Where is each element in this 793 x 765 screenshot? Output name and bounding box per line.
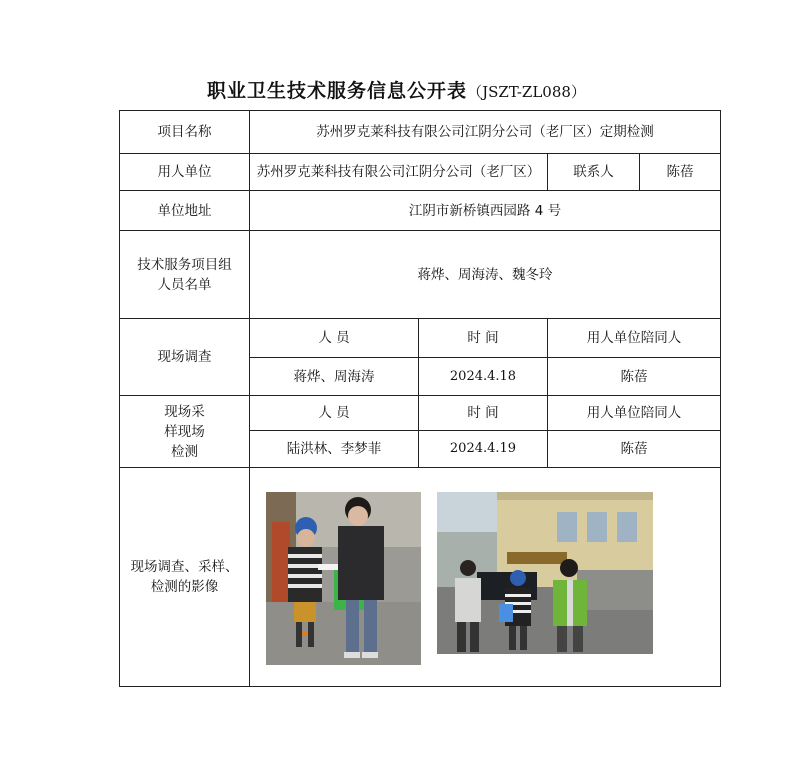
- survey-label: 现场调查: [120, 319, 250, 396]
- sampling-col-escort: 用人单位陪同人: [548, 396, 721, 431]
- survey-personnel: 蒋烨、周海涛: [250, 358, 419, 396]
- team-value: 蒋烨、周海涛、魏冬玲: [250, 231, 721, 319]
- row-team: [120, 231, 721, 319]
- employer-label: 用人单位: [120, 154, 250, 191]
- row-photos: [120, 468, 721, 687]
- form-code: （JSZT-ZL088）: [467, 83, 586, 101]
- survey-date: 2024.4.18: [419, 358, 548, 396]
- row-survey-header: [120, 319, 721, 358]
- address-label: 单位地址: [120, 191, 250, 231]
- contact-label: 联系人: [548, 154, 640, 191]
- sampling-date: 2024.4.19: [419, 431, 548, 468]
- survey-col-personnel: 人 员: [250, 319, 419, 358]
- sampling-col-time: 时 间: [419, 396, 548, 431]
- row-address: [120, 191, 721, 231]
- row-project-name: [120, 111, 721, 154]
- sampling-col-personnel: 人 员: [250, 396, 419, 431]
- sampling-escort: 陈蓓: [548, 431, 721, 468]
- project-name-value: 苏州罗克莱科技有限公司江阴分公司（老厂区）定期检测: [250, 111, 721, 154]
- row-employer: [120, 154, 721, 191]
- factory-entrance-photo: [437, 492, 653, 654]
- sampling-personnel: 陆洪林、李梦菲: [250, 431, 419, 468]
- survey-escort: 陈蓓: [548, 358, 721, 396]
- address-value: 江阴市新桥镇西园路 4 号: [250, 191, 721, 231]
- project-name-label: 项目名称: [120, 111, 250, 154]
- sampling-label: 现场采样现场检测: [120, 396, 250, 468]
- info-table: [119, 110, 721, 687]
- photos-cell: [250, 468, 721, 687]
- employer-value: 苏州罗克莱科技有限公司江阴分公司（老厂区）: [250, 154, 548, 191]
- survey-col-escort: 用人单位陪同人: [548, 319, 721, 358]
- row-sampling-header: [120, 396, 721, 431]
- photos-label: 现场调查、采样、检测的影像: [120, 468, 250, 687]
- survey-col-time: 时 间: [419, 319, 548, 358]
- page-title: [0, 76, 793, 103]
- photo-strip: [266, 492, 656, 667]
- onsite-survey-photo: [266, 492, 421, 665]
- team-label: 技术服务项目组人员名单: [120, 231, 250, 319]
- title-text: 职业卫生技术服务信息公开表: [207, 80, 468, 102]
- contact-value: 陈蓓: [640, 154, 721, 191]
